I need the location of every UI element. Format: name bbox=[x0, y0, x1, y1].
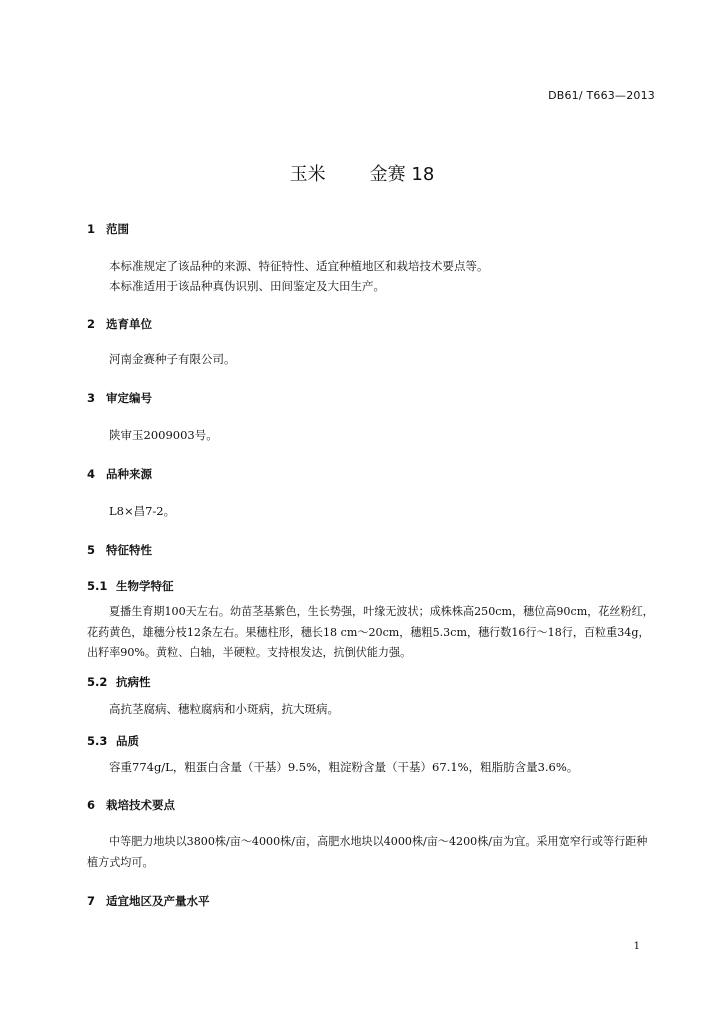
title-variety: 金赛 18 bbox=[369, 164, 435, 185]
section-heading-region-yield: 7 适宜地区及产量水平 bbox=[87, 894, 210, 908]
subsection-heading-disease: 5.2 抗病性 bbox=[87, 675, 151, 689]
section-heading-approval: 3 审定编号 bbox=[87, 391, 152, 405]
section-heading-cultivation: 6 栽培技术要点 bbox=[87, 798, 175, 812]
section-heading-characteristics: 5 特征特性 bbox=[87, 543, 152, 557]
paragraph-breeder: 河南金赛种子有限公司。 bbox=[109, 352, 236, 366]
paragraph-disease: 高抗茎腐病、穗粒腐病和小斑病，抗大斑病。 bbox=[109, 702, 339, 716]
subsection-heading-biology: 5.1 生物学特征 bbox=[87, 579, 174, 593]
paragraph-quality: 容重774g/L，粗蛋白含量（干基）9.5%，粗淀粉含量（干基）67.1%，粗脂肪含量3.6%。 bbox=[109, 760, 579, 774]
section-heading-breeder: 2 选育单位 bbox=[87, 317, 152, 331]
section-heading-origin: 4 品种来源 bbox=[87, 467, 152, 481]
paragraph-scope-1: 本标准规定了该品种的来源、特征特性、适宜种植地区和栽培技术要点等。 bbox=[109, 259, 489, 273]
title-crop: 玉米 bbox=[289, 164, 326, 185]
document-title bbox=[0, 160, 724, 186]
paragraph-cultivation: 中等肥力地块以3800株/亩～4000株/亩，高肥水地块以4000株/亩～4200株/亩为宜。采用宽窄行或等行距种植方式均可。 bbox=[87, 835, 648, 869]
paragraph-approval: 陕审玉2009003号。 bbox=[109, 428, 218, 442]
paragraph-biology: 夏播生育期100天左右。幼苗茎基紫色，生长势强，叶缘无波状；成株株高250cm，穗位高90cm，花丝粉红，花药黄色，雄穗分枝12条左右。果穗柱形，穗长18 cm～20cm，穗粗5.3cm，穗行数16行～18行，百粒重34g，出籽率90%。黄粒、白轴，半硬粒。支持根发达，抗倒伏能力强。 bbox=[87, 605, 654, 659]
paragraph-scope-2: 本标准适用于该品种真伪识别、田间鉴定及大田生产。 bbox=[109, 279, 385, 293]
subsection-heading-quality: 5.3 品质 bbox=[87, 734, 139, 748]
paragraph-origin: L8×昌7-2。 bbox=[109, 504, 176, 518]
page-number: 1 bbox=[633, 941, 640, 952]
standard-code: DB61/ T663—2013 bbox=[548, 89, 655, 102]
section-heading-scope: 1 范围 bbox=[87, 222, 129, 236]
